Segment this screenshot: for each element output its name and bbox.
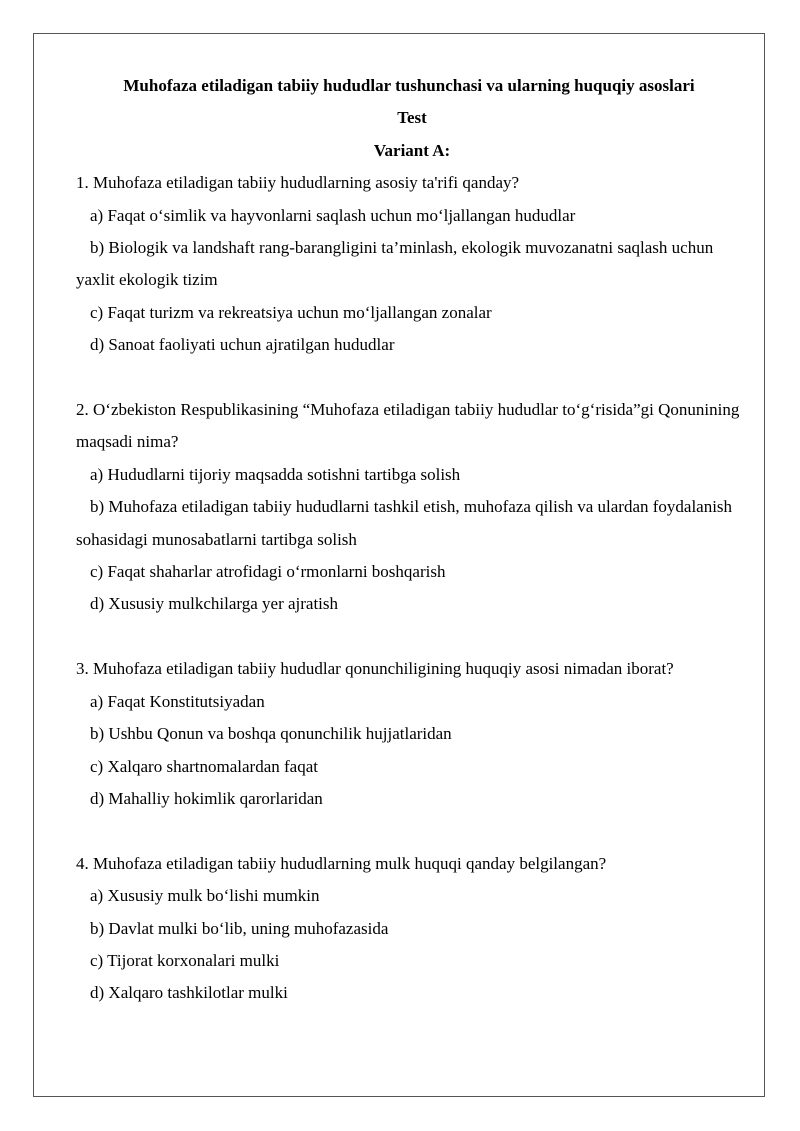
option-d: d) Xalqaro tashkilotlar mulki [90,983,288,1003]
option-c: c) Faqat shaharlar atrofidagi o‘rmonlarni boshqarish [90,562,446,582]
document-subtitle: Test [397,108,427,128]
option-d: d) Xususiy mulkchilarga yer ajratish [90,594,339,614]
question-text: 1. Muhofaza etiladigan tabiiy hududlarning asosiy ta'rifi qanday? [76,173,520,193]
option-c: c) Faqat turizm va rekreatsiya uchun mo‘ljallangan zonalar [90,302,492,322]
option-b: b) Davlat mulki bo‘lib, uning muhofazasida [90,918,389,938]
option-b: b) Ushbu Qonun va boshqa qonunchilik hujjatlaridan [90,724,452,744]
option-a: a) Faqat Konstitutsiyadan [90,691,265,711]
option-a: a) Xususiy mulk bo‘lishi mumkin [90,886,320,906]
option-c: c) Xalqaro shartnomalardan faqat [90,756,318,776]
question-2 [76,394,748,621]
question-text: 2. O‘zbekiston Respublikasining “Muhofaza etiladigan tabiiy hududlar to‘g‘risida”gi Qonunining maqsadi nima? [76,400,740,452]
option-b: b) Biologik va landshaft rang-barangligini ta’minlash, ekologik muvozanatni saqlash uchun yaxlit ekologik tizim [76,238,714,290]
question-3 [76,653,748,815]
document-content [76,70,748,1010]
variant-label: Variant A: [373,140,451,160]
option-c: c) Tijorat korxonalari mulki [90,950,280,970]
option-a: a) Hududlarni tijoriy maqsadda sotishni tartibga solish [90,464,461,484]
option-b: b) Muhofaza etiladigan tabiiy hududlarni tashkil etish, muhofaza qilish va ulardan foydalanish sohasidagi munosabatlarni tartibga solish [76,497,733,549]
option-a: a) Faqat o‘simlik va hayvonlarni saqlash uchun mo‘ljallangan hududlar [90,205,576,225]
option-d: d) Mahalliy hokimlik qarorlaridan [90,788,323,808]
question-text: 3. Muhofaza etiladigan tabiiy hududlar qonunchiligining huquqiy asosi nimadan iborat? [76,659,674,679]
question-text: 4. Muhofaza etiladigan tabiiy hududlarning mulk huquqi qanday belgilangan? [76,853,607,873]
option-d: d) Sanoat faoliyati uchun ajratilgan hududlar [90,335,395,355]
question-1 [76,167,748,361]
document-title: Muhofaza etiladigan tabiiy hududlar tushunchasi va ularning huquqiy asoslari [123,76,695,95]
question-4 [76,848,748,1010]
